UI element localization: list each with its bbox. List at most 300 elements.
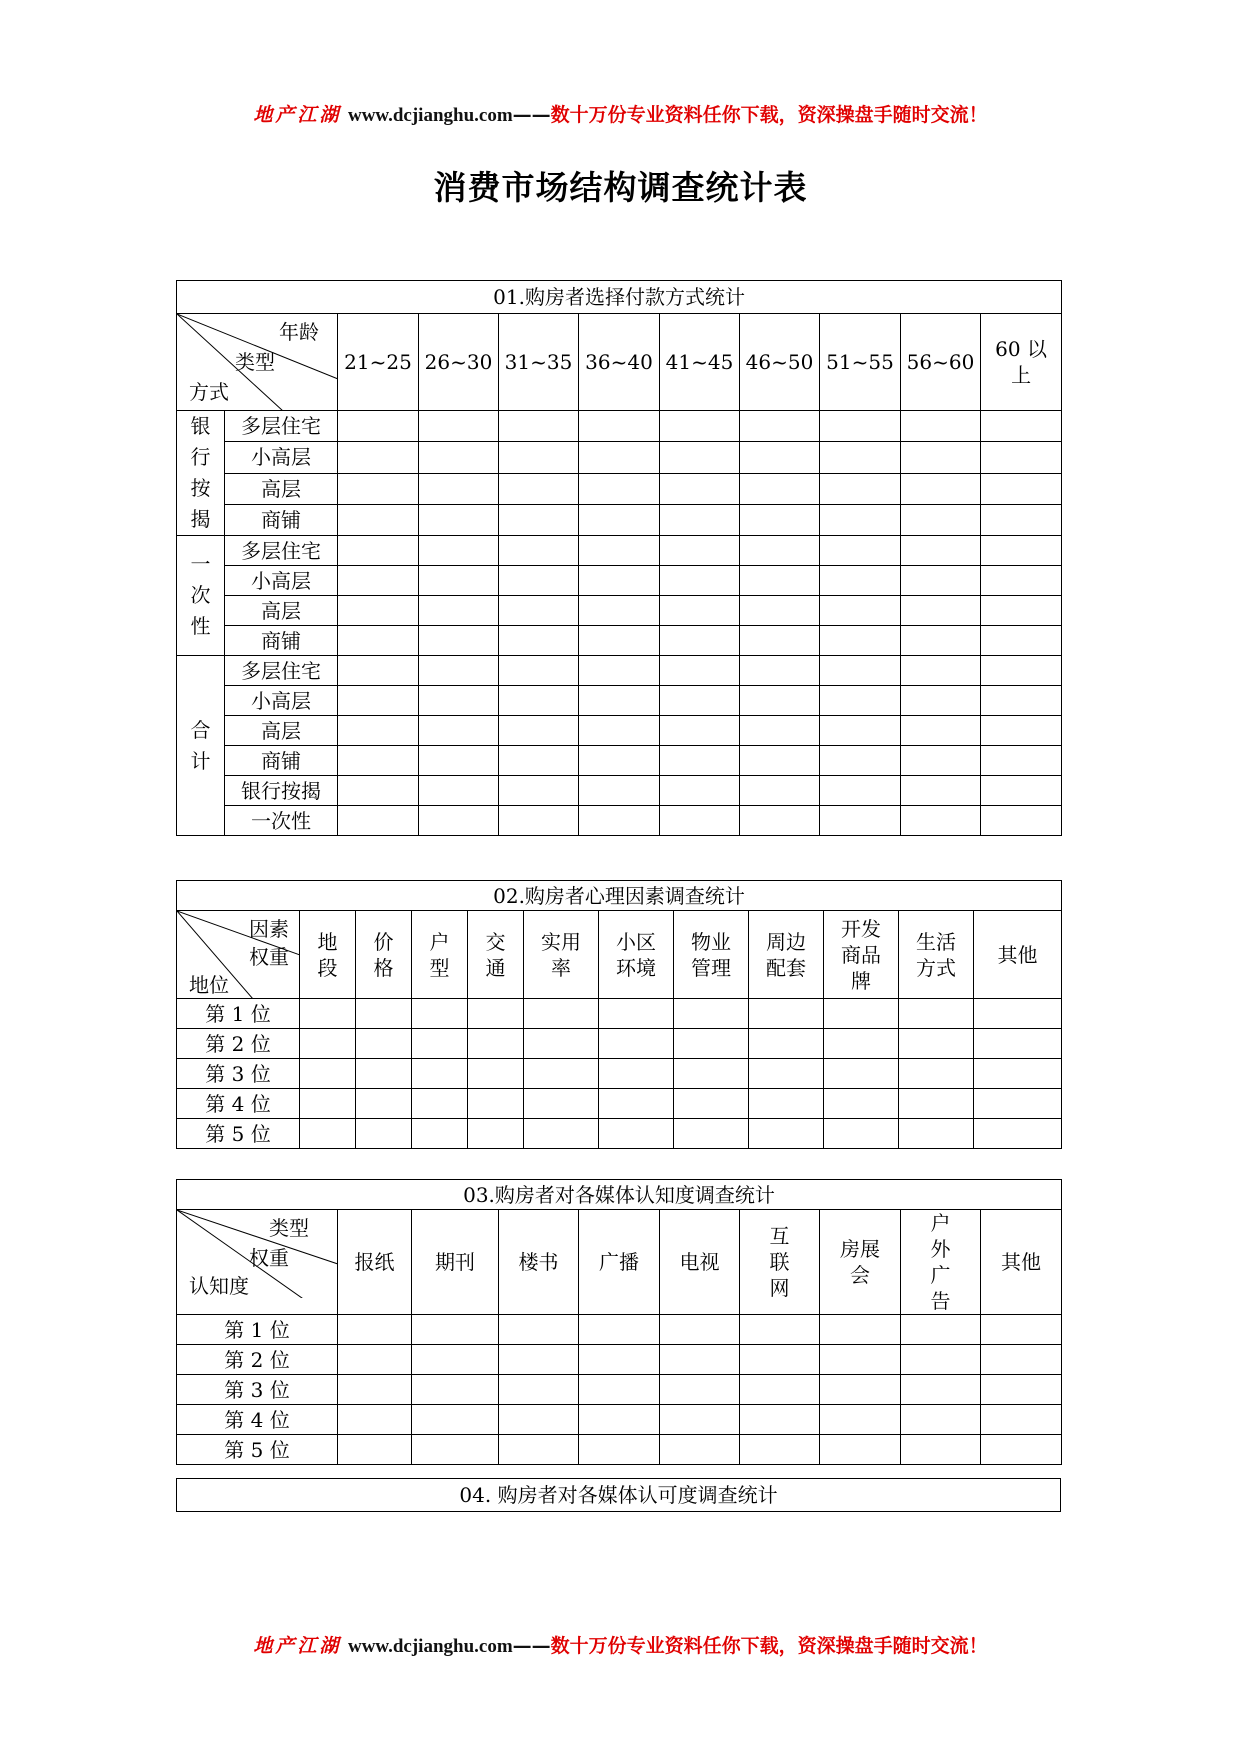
- data-cell[interactable]: [901, 1405, 981, 1435]
- data-cell[interactable]: [820, 473, 901, 504]
- data-cell[interactable]: [660, 686, 740, 716]
- data-cell[interactable]: [579, 746, 660, 776]
- data-cell[interactable]: [579, 686, 660, 716]
- data-cell[interactable]: [419, 806, 499, 836]
- data-cell[interactable]: [412, 999, 468, 1029]
- data-cell[interactable]: [599, 1119, 674, 1149]
- data-cell[interactable]: [419, 473, 499, 504]
- data-cell[interactable]: [901, 686, 981, 716]
- data-cell[interactable]: [419, 536, 499, 566]
- data-cell[interactable]: [524, 1119, 599, 1149]
- data-cell[interactable]: [740, 1435, 820, 1465]
- data-cell[interactable]: [660, 596, 740, 626]
- data-cell[interactable]: [974, 1029, 1062, 1059]
- data-cell[interactable]: [981, 536, 1062, 566]
- data-cell[interactable]: [820, 656, 901, 686]
- data-cell[interactable]: [660, 1435, 740, 1465]
- data-cell[interactable]: [412, 1029, 468, 1059]
- data-cell[interactable]: [824, 1119, 899, 1149]
- data-cell[interactable]: [740, 442, 820, 473]
- factor-column-header: 周边配套: [749, 911, 824, 999]
- media-column-header: 户外广告: [901, 1210, 981, 1315]
- data-cell[interactable]: [468, 1059, 524, 1089]
- data-cell[interactable]: [412, 1059, 468, 1089]
- data-cell[interactable]: [660, 716, 740, 746]
- data-cell[interactable]: [499, 656, 579, 686]
- data-cell[interactable]: [749, 1059, 824, 1089]
- data-cell[interactable]: [338, 411, 419, 442]
- data-cell[interactable]: [820, 776, 901, 806]
- data-cell[interactable]: [901, 626, 981, 656]
- data-cell[interactable]: [981, 656, 1062, 686]
- data-cell[interactable]: [412, 1119, 468, 1149]
- rank-row-label: 第 2 位: [177, 1345, 338, 1375]
- data-cell[interactable]: [419, 656, 499, 686]
- data-cell[interactable]: [579, 473, 660, 504]
- age-column-header: 60 以上: [981, 314, 1062, 411]
- data-cell[interactable]: [338, 536, 419, 566]
- data-cell[interactable]: [820, 1315, 901, 1345]
- data-cell[interactable]: [899, 1119, 974, 1149]
- data-cell[interactable]: [674, 999, 749, 1029]
- data-cell[interactable]: [579, 716, 660, 746]
- data-cell[interactable]: [338, 716, 419, 746]
- rank-row-label: 第 5 位: [177, 1435, 338, 1465]
- corner-label-bottom: 认知度: [189, 1274, 249, 1298]
- data-cell[interactable]: [579, 411, 660, 442]
- banner-slogan: 数十万份专业资料任你下载，资深操盘手随时交流！: [550, 1635, 988, 1657]
- data-cell[interactable]: [974, 999, 1062, 1029]
- data-cell[interactable]: [300, 1119, 356, 1149]
- data-cell[interactable]: [356, 1119, 412, 1149]
- group-label-text: 银行按揭: [190, 414, 211, 531]
- factor-column-header: 交通: [468, 911, 524, 999]
- data-cell[interactable]: [901, 566, 981, 596]
- factor-column-header: 地段: [300, 911, 356, 999]
- data-cell[interactable]: [660, 806, 740, 836]
- data-cell[interactable]: [820, 1375, 901, 1405]
- data-cell[interactable]: [660, 1345, 740, 1375]
- data-cell[interactable]: [820, 411, 901, 442]
- data-cell[interactable]: [824, 1089, 899, 1119]
- data-cell[interactable]: [499, 716, 579, 746]
- data-cell[interactable]: [660, 411, 740, 442]
- row-label: 一次性: [225, 806, 338, 836]
- data-cell[interactable]: [338, 566, 419, 596]
- data-cell[interactable]: [974, 1059, 1062, 1089]
- data-cell[interactable]: [981, 566, 1062, 596]
- media-column-header: 楼书: [499, 1210, 579, 1315]
- row-label: 高层: [225, 473, 338, 504]
- data-cell[interactable]: [499, 566, 579, 596]
- data-cell[interactable]: [981, 746, 1062, 776]
- corner-header-cell: [177, 911, 300, 999]
- data-cell[interactable]: [338, 776, 419, 806]
- footer-banner: [0, 1631, 1241, 1658]
- data-cell[interactable]: [820, 536, 901, 566]
- data-cell[interactable]: [499, 1345, 579, 1375]
- rank-row-label: 第 1 位: [177, 999, 300, 1029]
- data-cell[interactable]: [579, 1375, 660, 1405]
- data-cell[interactable]: [468, 1119, 524, 1149]
- data-cell[interactable]: [468, 999, 524, 1029]
- data-cell[interactable]: [338, 596, 419, 626]
- data-cell[interactable]: [820, 566, 901, 596]
- data-cell[interactable]: [740, 686, 820, 716]
- data-cell[interactable]: [599, 1059, 674, 1089]
- data-cell[interactable]: [901, 442, 981, 473]
- rank-row-label: 第 3 位: [177, 1375, 338, 1405]
- data-cell[interactable]: [981, 596, 1062, 626]
- data-cell[interactable]: [338, 1345, 412, 1375]
- rank-row-label: 第 5 位: [177, 1119, 300, 1149]
- site-url-link[interactable]: www.dcjianghu.com: [347, 1636, 513, 1657]
- data-cell[interactable]: [499, 686, 579, 716]
- data-cell[interactable]: [660, 473, 740, 504]
- data-cell[interactable]: [981, 686, 1062, 716]
- factor-column-header: 开发商品牌: [824, 911, 899, 999]
- group-label-text: 一次性: [190, 552, 211, 638]
- group-label: [177, 656, 225, 836]
- data-cell[interactable]: [338, 1375, 412, 1405]
- data-cell[interactable]: [412, 1345, 499, 1375]
- section-title: 03.购房者对各媒体认知度调查统计: [177, 1180, 1062, 1210]
- factor-column-header: 物业管理: [674, 911, 749, 999]
- data-cell[interactable]: [412, 1375, 499, 1405]
- data-cell[interactable]: [338, 1315, 412, 1345]
- data-cell[interactable]: [899, 999, 974, 1029]
- data-cell[interactable]: [499, 1405, 579, 1435]
- document-title: 消费市场结构调查统计表: [433, 168, 808, 207]
- data-cell[interactable]: [412, 1315, 499, 1345]
- data-cell[interactable]: [901, 504, 981, 535]
- data-cell[interactable]: [419, 596, 499, 626]
- data-cell[interactable]: [579, 1315, 660, 1345]
- data-cell[interactable]: [820, 596, 901, 626]
- data-cell[interactable]: [901, 716, 981, 746]
- row-label: 多层住宅: [225, 536, 338, 566]
- data-cell[interactable]: [901, 1315, 981, 1345]
- data-cell[interactable]: [740, 1345, 820, 1375]
- data-cell[interactable]: [740, 626, 820, 656]
- data-cell[interactable]: [468, 1029, 524, 1059]
- data-cell[interactable]: [660, 1375, 740, 1405]
- data-cell[interactable]: [901, 746, 981, 776]
- corner-label-bottom: 地位: [189, 973, 229, 997]
- data-cell[interactable]: [499, 411, 579, 442]
- data-cell[interactable]: [981, 716, 1062, 746]
- group-label: [177, 411, 225, 536]
- data-cell[interactable]: [499, 746, 579, 776]
- brand-logo-text: 地产江湖: [253, 1635, 342, 1657]
- data-cell[interactable]: [499, 776, 579, 806]
- data-cell[interactable]: [901, 411, 981, 442]
- rank-row-label: 第 2 位: [177, 1029, 300, 1059]
- row-label: 高层: [225, 596, 338, 626]
- data-cell[interactable]: [820, 626, 901, 656]
- corner-label-top: 因素: [249, 917, 289, 941]
- data-cell[interactable]: [974, 1089, 1062, 1119]
- data-cell[interactable]: [579, 806, 660, 836]
- data-cell[interactable]: [820, 442, 901, 473]
- data-cell[interactable]: [356, 999, 412, 1029]
- data-cell[interactable]: [901, 1345, 981, 1375]
- data-cell[interactable]: [300, 1059, 356, 1089]
- section-title: 02.购房者心理因素调查统计: [177, 881, 1062, 911]
- data-cell[interactable]: [981, 1405, 1062, 1435]
- data-cell[interactable]: [740, 1315, 820, 1345]
- media-awareness-table: [176, 1179, 1062, 1465]
- row-label: 多层住宅: [225, 656, 338, 686]
- data-cell[interactable]: [300, 999, 356, 1029]
- brand-logo-text: 地产江湖: [253, 104, 342, 126]
- corner-label-middle: 权重: [249, 945, 289, 969]
- data-cell[interactable]: [820, 806, 901, 836]
- data-cell[interactable]: [820, 504, 901, 535]
- data-cell[interactable]: [820, 1435, 901, 1465]
- rank-row-label: 第 4 位: [177, 1405, 338, 1435]
- data-cell[interactable]: [419, 746, 499, 776]
- data-cell[interactable]: [338, 626, 419, 656]
- data-cell[interactable]: [901, 776, 981, 806]
- age-column-header: 56~60: [901, 314, 981, 411]
- data-cell[interactable]: [674, 1029, 749, 1059]
- data-cell[interactable]: [579, 504, 660, 535]
- payment-method-table: [176, 280, 1062, 836]
- data-cell[interactable]: [901, 806, 981, 836]
- data-cell[interactable]: [300, 1029, 356, 1059]
- data-cell[interactable]: [749, 1119, 824, 1149]
- data-cell[interactable]: [499, 596, 579, 626]
- rank-row-label: 第 1 位: [177, 1315, 338, 1345]
- data-cell[interactable]: [740, 596, 820, 626]
- data-cell[interactable]: [820, 1405, 901, 1435]
- data-cell[interactable]: [740, 746, 820, 776]
- corner-label-middle: 类型: [235, 350, 275, 374]
- corner-header-cell: [177, 1210, 338, 1315]
- data-cell[interactable]: [499, 504, 579, 535]
- data-cell[interactable]: [338, 806, 419, 836]
- data-cell[interactable]: [499, 442, 579, 473]
- data-cell[interactable]: [660, 1405, 740, 1435]
- header-banner: [0, 100, 1241, 127]
- data-cell[interactable]: [419, 504, 499, 535]
- data-cell[interactable]: [901, 536, 981, 566]
- data-cell[interactable]: [740, 473, 820, 504]
- data-cell[interactable]: [660, 746, 740, 776]
- data-cell[interactable]: [599, 1089, 674, 1119]
- data-cell[interactable]: [300, 1089, 356, 1119]
- data-cell[interactable]: [740, 411, 820, 442]
- psychology-factor-table: [176, 880, 1062, 1149]
- data-cell[interactable]: [740, 536, 820, 566]
- data-cell[interactable]: [338, 746, 419, 776]
- data-cell[interactable]: [412, 1405, 499, 1435]
- data-cell[interactable]: [981, 1315, 1062, 1345]
- data-cell[interactable]: [749, 999, 824, 1029]
- group-label-text: 合计: [190, 717, 211, 773]
- section-title: 04. 购房者对各媒体认可度调查统计: [177, 1479, 1061, 1512]
- row-label: 高层: [225, 716, 338, 746]
- data-cell[interactable]: [674, 1059, 749, 1089]
- data-cell[interactable]: [579, 596, 660, 626]
- data-cell[interactable]: [820, 686, 901, 716]
- section-title: 01.购房者选择付款方式统计: [177, 281, 1062, 314]
- data-cell[interactable]: [356, 1059, 412, 1089]
- data-cell[interactable]: [356, 1089, 412, 1119]
- data-cell[interactable]: [660, 1315, 740, 1345]
- rank-row-label: 第 3 位: [177, 1059, 300, 1089]
- data-cell[interactable]: [499, 536, 579, 566]
- data-cell[interactable]: [824, 999, 899, 1029]
- data-cell[interactable]: [981, 1345, 1062, 1375]
- row-label: 多层住宅: [225, 411, 338, 442]
- data-cell[interactable]: [660, 656, 740, 686]
- data-cell[interactable]: [356, 1029, 412, 1059]
- data-cell[interactable]: [901, 656, 981, 686]
- age-column-header: 46~50: [740, 314, 820, 411]
- data-cell[interactable]: [740, 776, 820, 806]
- data-cell[interactable]: [749, 1029, 824, 1059]
- row-label: 小高层: [225, 566, 338, 596]
- data-cell[interactable]: [901, 596, 981, 626]
- data-cell[interactable]: [579, 566, 660, 596]
- data-cell[interactable]: [674, 1119, 749, 1149]
- media-column-header: 互联网: [740, 1210, 820, 1315]
- age-column-header: 41~45: [660, 314, 740, 411]
- data-cell[interactable]: [338, 504, 419, 535]
- data-cell[interactable]: [499, 473, 579, 504]
- data-cell[interactable]: [579, 1405, 660, 1435]
- data-cell[interactable]: [901, 1435, 981, 1465]
- data-cell[interactable]: [660, 626, 740, 656]
- row-label: 商铺: [225, 746, 338, 776]
- data-cell[interactable]: [740, 806, 820, 836]
- data-cell[interactable]: [579, 776, 660, 806]
- data-cell[interactable]: [740, 656, 820, 686]
- data-cell[interactable]: [740, 1405, 820, 1435]
- data-cell[interactable]: [901, 1375, 981, 1405]
- data-cell[interactable]: [338, 473, 419, 504]
- data-cell[interactable]: [599, 1029, 674, 1059]
- data-cell[interactable]: [974, 1119, 1062, 1149]
- data-cell[interactable]: [499, 1435, 579, 1465]
- data-cell[interactable]: [981, 626, 1062, 656]
- site-url-link[interactable]: www.dcjianghu.com: [347, 105, 513, 126]
- data-cell[interactable]: [524, 1059, 599, 1089]
- data-cell[interactable]: [419, 686, 499, 716]
- data-cell[interactable]: [660, 566, 740, 596]
- data-cell[interactable]: [338, 686, 419, 716]
- data-cell[interactable]: [499, 806, 579, 836]
- data-cell[interactable]: [820, 716, 901, 746]
- data-cell[interactable]: [660, 536, 740, 566]
- factor-column-header: 户型: [412, 911, 468, 999]
- corner-label-middle: 权重: [249, 1246, 289, 1270]
- data-cell[interactable]: [660, 776, 740, 806]
- factor-column-header: 实用率: [524, 911, 599, 999]
- data-cell[interactable]: [981, 1375, 1062, 1405]
- data-cell[interactable]: [749, 1089, 824, 1119]
- data-cell[interactable]: [579, 536, 660, 566]
- data-cell[interactable]: [524, 1029, 599, 1059]
- data-cell[interactable]: [824, 1059, 899, 1089]
- data-cell[interactable]: [981, 442, 1062, 473]
- data-cell[interactable]: [899, 1059, 974, 1089]
- data-cell[interactable]: [499, 626, 579, 656]
- data-cell[interactable]: [981, 411, 1062, 442]
- data-cell[interactable]: [579, 442, 660, 473]
- data-cell[interactable]: [524, 999, 599, 1029]
- age-column-header: 51~55: [820, 314, 901, 411]
- data-cell[interactable]: [579, 1345, 660, 1375]
- data-cell[interactable]: [981, 504, 1062, 535]
- data-cell[interactable]: [468, 1089, 524, 1119]
- data-cell[interactable]: [981, 1435, 1062, 1465]
- corner-header-cell: [177, 314, 338, 411]
- data-cell[interactable]: [338, 1405, 412, 1435]
- data-cell[interactable]: [599, 999, 674, 1029]
- data-cell[interactable]: [820, 746, 901, 776]
- data-cell[interactable]: [820, 1345, 901, 1375]
- data-cell[interactable]: [524, 1089, 599, 1119]
- age-column-header: 21~25: [338, 314, 419, 411]
- data-cell[interactable]: [412, 1435, 499, 1465]
- data-cell[interactable]: [338, 442, 419, 473]
- data-cell[interactable]: [579, 1435, 660, 1465]
- data-cell[interactable]: [338, 656, 419, 686]
- data-cell[interactable]: [419, 442, 499, 473]
- data-cell[interactable]: [419, 716, 499, 746]
- age-column-header: 36~40: [579, 314, 660, 411]
- data-cell[interactable]: [419, 776, 499, 806]
- corner-label-top: 年龄: [279, 320, 319, 344]
- data-cell[interactable]: [740, 504, 820, 535]
- data-cell[interactable]: [499, 1315, 579, 1345]
- corner-label-top: 类型: [269, 1216, 309, 1240]
- row-label: 小高层: [225, 442, 338, 473]
- data-cell[interactable]: [981, 806, 1062, 836]
- factor-column-header: 其他: [974, 911, 1062, 999]
- data-cell[interactable]: [412, 1089, 468, 1119]
- data-cell[interactable]: [579, 626, 660, 656]
- group-label: [177, 536, 225, 656]
- row-label: 商铺: [225, 504, 338, 535]
- data-cell[interactable]: [660, 504, 740, 535]
- data-cell[interactable]: [660, 442, 740, 473]
- data-cell[interactable]: [981, 473, 1062, 504]
- data-cell[interactable]: [740, 566, 820, 596]
- data-cell[interactable]: [499, 1375, 579, 1405]
- data-cell[interactable]: [419, 411, 499, 442]
- banner-dash: ——: [512, 1635, 551, 1657]
- data-cell[interactable]: [899, 1029, 974, 1059]
- data-cell[interactable]: [740, 1375, 820, 1405]
- media-column-header: 房展会: [820, 1210, 901, 1315]
- data-cell[interactable]: [419, 626, 499, 656]
- data-cell[interactable]: [419, 566, 499, 596]
- data-cell[interactable]: [981, 776, 1062, 806]
- data-cell[interactable]: [338, 1435, 412, 1465]
- data-cell[interactable]: [901, 473, 981, 504]
- data-cell[interactable]: [674, 1089, 749, 1119]
- data-cell[interactable]: [579, 656, 660, 686]
- rank-row-label: 第 4 位: [177, 1089, 300, 1119]
- age-column-header: 26~30: [419, 314, 499, 411]
- data-cell[interactable]: [899, 1089, 974, 1119]
- data-cell[interactable]: [824, 1029, 899, 1059]
- data-cell[interactable]: [740, 716, 820, 746]
